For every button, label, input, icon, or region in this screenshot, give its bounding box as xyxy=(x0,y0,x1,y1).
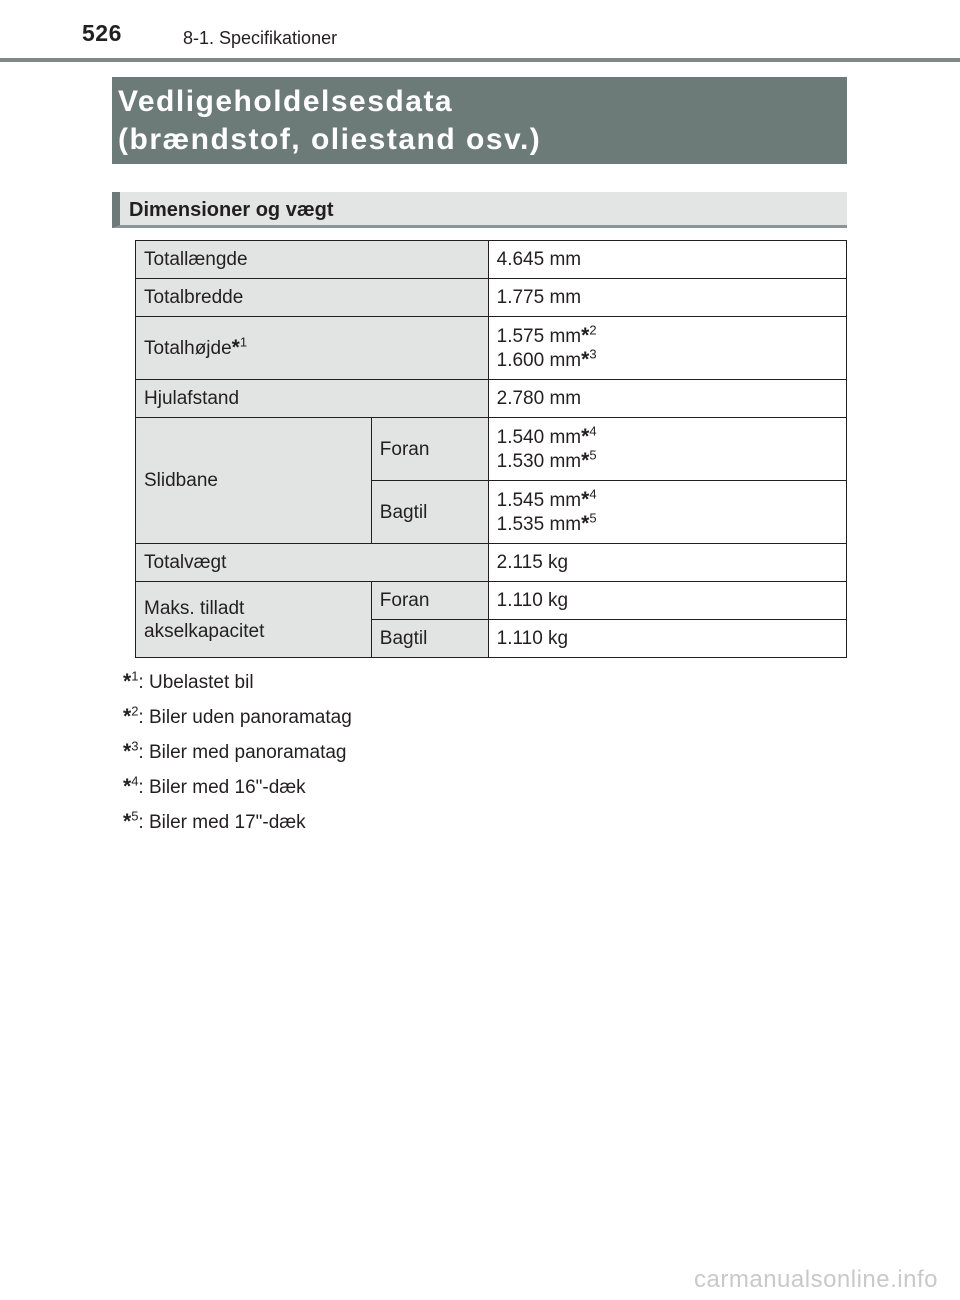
chapter-title: 8-1. Specifikationer xyxy=(183,28,338,48)
watermark: carmanualsonline.info xyxy=(694,1266,938,1293)
value-text: 1.575 mm xyxy=(496,326,582,347)
footnote-text: : Ubelastet bil xyxy=(138,672,254,693)
page-title-line2: (brændstof, oliestand osv.) xyxy=(118,123,542,156)
footnote-star-icon: * xyxy=(123,775,132,798)
header-divider xyxy=(0,58,960,62)
row-value: 1.775 mm xyxy=(488,279,846,317)
footnote-ref: 3 xyxy=(589,346,597,362)
footnote-ref: 1 xyxy=(239,334,248,350)
row-value: 2.780 mm xyxy=(488,380,846,418)
row-label: Totalbredde xyxy=(136,279,489,317)
footnote-star-icon: * xyxy=(581,512,590,535)
row-value: 2.115 kg xyxy=(488,544,846,582)
table-row xyxy=(136,317,847,380)
footnote-number: 3 xyxy=(131,738,139,754)
footnotes xyxy=(123,668,352,843)
value-line xyxy=(497,488,838,512)
table-row xyxy=(136,544,847,582)
footnote-star-icon: * xyxy=(123,740,132,763)
footnote-text: : Biler med panoramatag xyxy=(138,742,347,763)
footnote-item xyxy=(123,738,352,773)
row-label xyxy=(136,317,489,380)
row-value xyxy=(488,418,846,481)
value-text: 1.535 mm xyxy=(496,514,582,535)
footnote-number: 1 xyxy=(131,668,139,684)
row-label: Totalvægt xyxy=(136,544,489,582)
row-value xyxy=(488,481,846,544)
row-value: 4.645 mm xyxy=(488,241,846,279)
footnote-text: : Biler med 16"-dæk xyxy=(138,777,306,798)
footnote-star-icon: * xyxy=(123,810,132,833)
row-label: Hjulafstand xyxy=(136,380,489,418)
value-text: 1.530 mm xyxy=(496,451,582,472)
row-label-line: akselkapacitet xyxy=(144,620,265,642)
footnote-item xyxy=(123,703,352,738)
page-title xyxy=(112,77,847,164)
value-text: 1.600 mm xyxy=(496,350,582,371)
footnote-ref: 4 xyxy=(589,423,597,439)
footnote-star-icon: * xyxy=(123,705,132,728)
value-text: 1.545 mm xyxy=(496,490,582,511)
footnote-text: : Biler uden panoramatag xyxy=(138,707,352,728)
footnote-number: 2 xyxy=(131,703,139,719)
row-value xyxy=(488,317,846,380)
footnote-ref: 5 xyxy=(589,510,597,526)
row-label-text: Totalhøjde xyxy=(144,338,232,359)
dimensions-table xyxy=(135,240,847,658)
footnote-ref: 4 xyxy=(589,486,597,502)
page-title-line1: Vedligeholdelsesdata xyxy=(118,85,454,118)
table-row xyxy=(136,241,847,279)
value-line xyxy=(497,425,838,449)
footnote-number: 4 xyxy=(131,773,139,789)
footnote-number: 5 xyxy=(131,808,139,824)
page-number: 526 xyxy=(82,20,122,46)
footnote-star-icon: * xyxy=(581,348,590,371)
sub-label: Foran xyxy=(371,582,488,620)
section-heading: Dimensioner og vægt xyxy=(112,192,847,228)
footnote-item xyxy=(123,668,352,703)
footnote-ref: 5 xyxy=(589,447,597,463)
value-line xyxy=(497,348,838,372)
value-line xyxy=(497,324,838,348)
footnote-star-icon: * xyxy=(123,670,132,693)
row-value: 1.110 kg xyxy=(488,582,846,620)
row-value: 1.110 kg xyxy=(488,620,846,658)
footnote-star-icon: * xyxy=(581,488,590,511)
sub-label: Foran xyxy=(371,418,488,481)
table-row xyxy=(136,279,847,317)
footnote-star-icon: * xyxy=(231,336,240,359)
table-row xyxy=(136,418,847,481)
footnote-star-icon: * xyxy=(581,425,590,448)
row-label: Slidbane xyxy=(136,418,372,544)
value-text: 1.540 mm xyxy=(496,427,582,448)
footnote-star-icon: * xyxy=(581,449,590,472)
footnote-item xyxy=(123,808,352,843)
sub-label: Bagtil xyxy=(371,481,488,544)
footnote-ref: 2 xyxy=(589,322,597,338)
value-line xyxy=(497,449,838,473)
row-label xyxy=(136,582,372,658)
row-label: Totallængde xyxy=(136,241,489,279)
footnote-text: : Biler med 17"-dæk xyxy=(138,812,306,833)
sub-label: Bagtil xyxy=(371,620,488,658)
footnote-item xyxy=(123,773,352,808)
table-row xyxy=(136,380,847,418)
row-label-line: Maks. tilladt xyxy=(144,597,245,619)
value-line xyxy=(497,512,838,536)
footnote-star-icon: * xyxy=(581,324,590,347)
table-row xyxy=(136,582,847,620)
